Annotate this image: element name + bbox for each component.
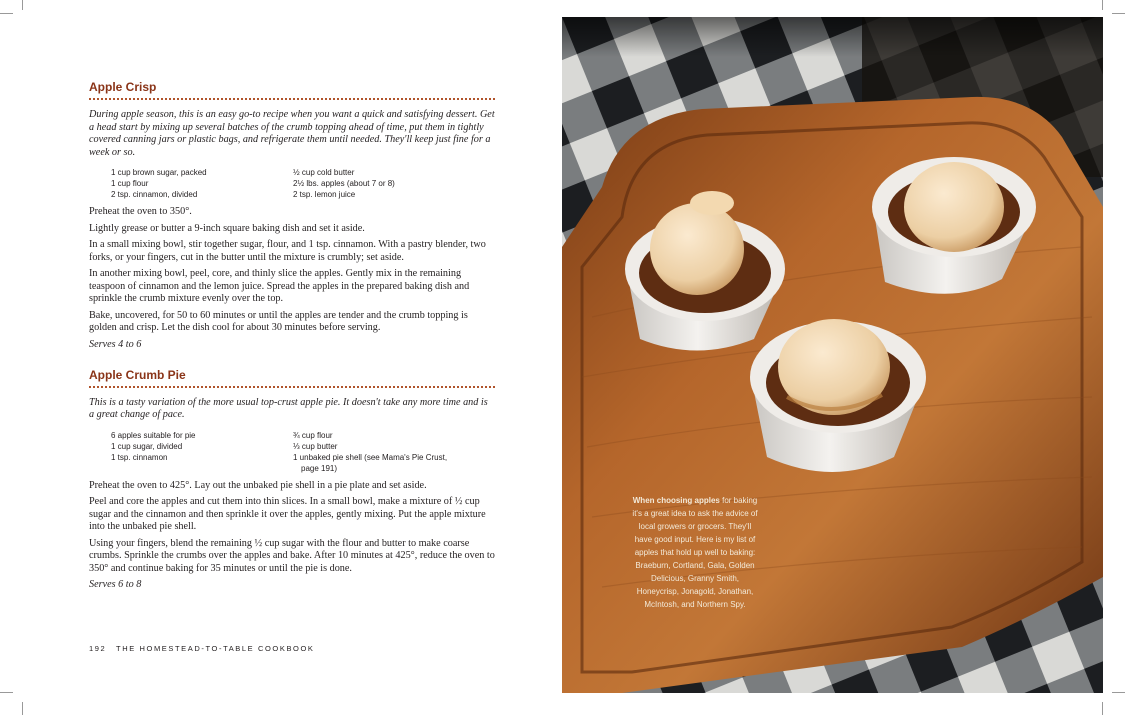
ingredient: ⅓ cup butter: [293, 441, 338, 451]
crop-mark: [1102, 702, 1103, 715]
crop-mark: [0, 692, 13, 693]
ingredient-list: [111, 430, 495, 474]
recipe-step: Lightly grease or butter a 9-inch square baking dish and set it aside.: [89, 222, 365, 234]
left-page: [89, 80, 495, 600]
ingredient: 1 cup sugar, divided: [111, 441, 183, 451]
crop-mark: [22, 0, 23, 10]
ingredient-list: [111, 167, 495, 200]
recipe-serves: Serves 4 to 6: [89, 338, 142, 350]
ingredient: 6 apples suitable for pie: [111, 430, 196, 440]
recipe-intro: This is a tasty variation of the more usual top-crust apple pie. It doesn't take any more time and is a great change of pace.: [89, 396, 488, 420]
crop-mark: [0, 13, 13, 14]
ingredient: page 191): [301, 463, 338, 473]
page-number: 192: [89, 644, 107, 653]
recipe-title: Apple Crumb Pie: [89, 368, 495, 388]
ingredient: ½ cup cold butter: [293, 168, 355, 177]
ingredient-column-right: [293, 430, 475, 474]
recipe-step: In a small mixing bowl, stir together sugar, flour, and 1 tsp. cinnamon. With a pastry blender, two forks, or your fingers, cut in the butter until the mixture is crumbly; set aside.: [89, 239, 486, 263]
ingredient: 1 unbaked pie shell (see Mama's Pie Crust,: [293, 452, 448, 462]
book-title: THE HOMESTEAD-TO-TABLE COOKBOOK: [116, 644, 315, 653]
crop-mark: [1102, 0, 1103, 10]
ingredient: 1 tsp. cinnamon: [111, 452, 168, 462]
recipe-intro: During apple season, this is an easy go-to recipe when you want a quick and satisfying dessert. Get a head start by mixing up several batches of the crumb topping ahead of time, put them in tightly covered canning jars or plastic bags, and refrigerate them until needed. They'll keep just fine for a week or so.: [89, 109, 495, 158]
caption-body: for baking it's a great idea to ask the advice of local growers or grocers. They'll have good input. Here is my list of apples that hold up well to baking: Braeburn, Cortland, Gala, Golden Delicious, Granny Smith, Honeycrisp, Jonagold, Jonathan, McIntosh, and Northern Spy.: [632, 496, 758, 609]
recipe-step: Preheat the oven to 350°.: [89, 206, 192, 217]
ingredient-column-left: [111, 167, 293, 200]
ingredient-column-left: [111, 430, 293, 474]
ingredient: 1 cup brown sugar, packed: [111, 168, 207, 177]
crop-mark: [22, 702, 23, 715]
recipe-title: Apple Crisp: [89, 80, 495, 100]
ingredient-column-right: [293, 167, 475, 200]
crop-mark: [1112, 13, 1125, 14]
ingredient: 2½ lbs. apples (about 7 or 8): [293, 179, 395, 188]
recipe-step: In another mixing bowl, peel, core, and thinly slice the apples. Gently mix in the remaining teaspoon of cinnamon and the lemon juice. Spread the apples in the prepared baking dish and sprinkle the crumb mixture evenly over the top.: [89, 268, 470, 304]
recipe-apple-crumb-pie: [89, 368, 495, 591]
page-footer: [89, 644, 315, 653]
recipe-step: Using your fingers, blend the remaining ½ cup sugar with the flour and butter to make coarse crumbs. Sprinkle the crumbs over the apples and bake. After 10 minutes at 425°, reduce the oven to 350° and continue baking for 35 minutes or until the pie is done.: [89, 537, 495, 574]
crop-mark: [1112, 692, 1125, 693]
recipe-serves: Serves 6 to 8: [89, 579, 142, 590]
recipe-apple-crisp: [89, 80, 495, 350]
recipe-step: Peel and core the apples and cut them into thin slices. In a small bowl, make a mixture of ½ cup sugar and the cinnamon and then sprinkle it over the apples, gently mixing. Put the apple mixture into the unbaked pie shell.: [89, 496, 486, 532]
ingredient: 2 tsp. cinnamon, divided: [111, 190, 198, 199]
recipe-step: Preheat the oven to 425°. Lay out the unbaked pie shell in a pie plate and set aside.: [89, 479, 427, 491]
caption-lead: When choosing apples: [632, 496, 720, 505]
ingredient: 1 cup flour: [111, 179, 149, 188]
photo-caption: [630, 494, 760, 611]
ingredient: ¾ cup flour: [293, 430, 333, 440]
ingredient: 2 tsp. lemon juice: [293, 190, 356, 199]
recipe-step: Bake, uncovered, for 50 to 60 minutes or until the apples are tender and the crumb topping is golden and crisp. Let the dish cool for about 30 minutes before serving.: [89, 309, 468, 333]
